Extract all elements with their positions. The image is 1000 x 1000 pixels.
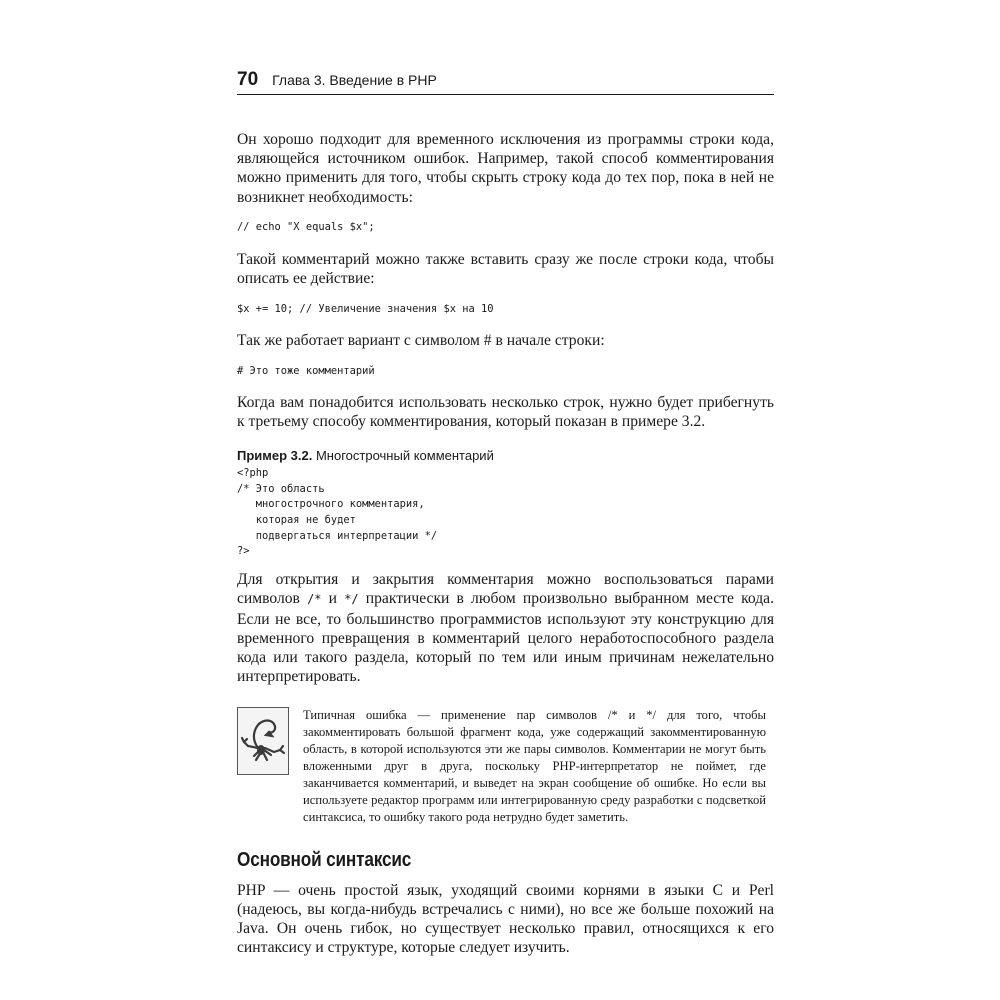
paragraph-inline-comment: Такой комментарий можно также вставить сразу же после строки кода, чтобы описать ее действие: — [237, 250, 774, 287]
code-line-echo-comment: // echo "X equals $x"; — [237, 220, 375, 233]
scorpion-icon — [237, 707, 289, 775]
example-title: Многострочный комментарий — [312, 447, 494, 463]
paragraph-basic-syntax: PHP — очень простой язык, уходящий своими корнями в языки C и Perl (надеюсь, вы когда-нибудь встречались с ними), но все же больше похожий на Java. Он очень гибок, но существует несколько правил, относящихся к его синтаксису и структуре, которые следует изучить. — [237, 881, 774, 957]
example-caption — [237, 447, 774, 464]
running-head — [237, 66, 774, 95]
code-line-increment: $x += 10; // Увеличение значения $x на 10 — [237, 302, 494, 315]
scorpion-icon-graphic — [240, 710, 286, 772]
inline-code-open: /* — [307, 592, 322, 607]
paragraph-multiline-intro: Когда вам понадобится использовать несколько строк, нужно будет прибегнуть к третьему способу комментирования, который показан в примере 3.2. — [237, 393, 774, 430]
code-line-hash: # Это тоже комментарий — [237, 364, 375, 377]
book-page — [237, 66, 774, 958]
paragraph-text: практически в любом произвольно выбранном месте кода. Если не все, то большинство программистов используют эту конструкцию для временного превращения в комментарий целого неработоспособного раздела кода или такого раздела, который по тем или иным причинам нежелательно интерпретировать. — [237, 590, 774, 686]
chapter-title: Глава 3. Введение в PHP — [272, 72, 437, 88]
example-label: Пример 3.2. — [237, 447, 313, 463]
warning-text: Типичная ошибка — применение пар символов /* и */ для того, чтобы закомментировать большой фрагмент кода, уже содержащий закомментированную область, в которой используются эти же пары символов. Комментарии не могут быть вложенными друг в друга, поскольку PHP-интерпретатор не поймет, где заканчивается комментарий, и выведет на экран сообщение об ошибке. Но если вы используете редактор программ или интегрированную среду разработки с подсветкой синтаксиса, то ошибку такого рода нетрудно будет заметить. — [303, 708, 766, 824]
paragraph-text: и — [321, 590, 345, 608]
warning-note — [237, 707, 774, 825]
page-number: 70 — [237, 69, 259, 90]
section-title: Основной синтаксис — [237, 848, 412, 871]
paragraph-text: Для открытия и закрытия комментария можно воспользоваться парами символов — [237, 571, 774, 608]
paragraph-intro: Он хорошо подходит для временного исключения из программы строки кода, являющейся источником ошибок. Например, такой способ комментирования можно применить для того, чтобы скрыть строку кода до тех пор, пока в ней не возникнет необходимость: — [237, 131, 774, 206]
paragraph-hash-comment: Так же работает вариант с символом # в начале строки: — [237, 331, 605, 349]
example-code-block: <?php /* Это область многострочного комментария, которая не будет подвергаться интерпретации */ ?> — [237, 466, 438, 558]
inline-code-close: */ — [344, 592, 359, 607]
paragraph-comment-pairs — [237, 570, 774, 686]
